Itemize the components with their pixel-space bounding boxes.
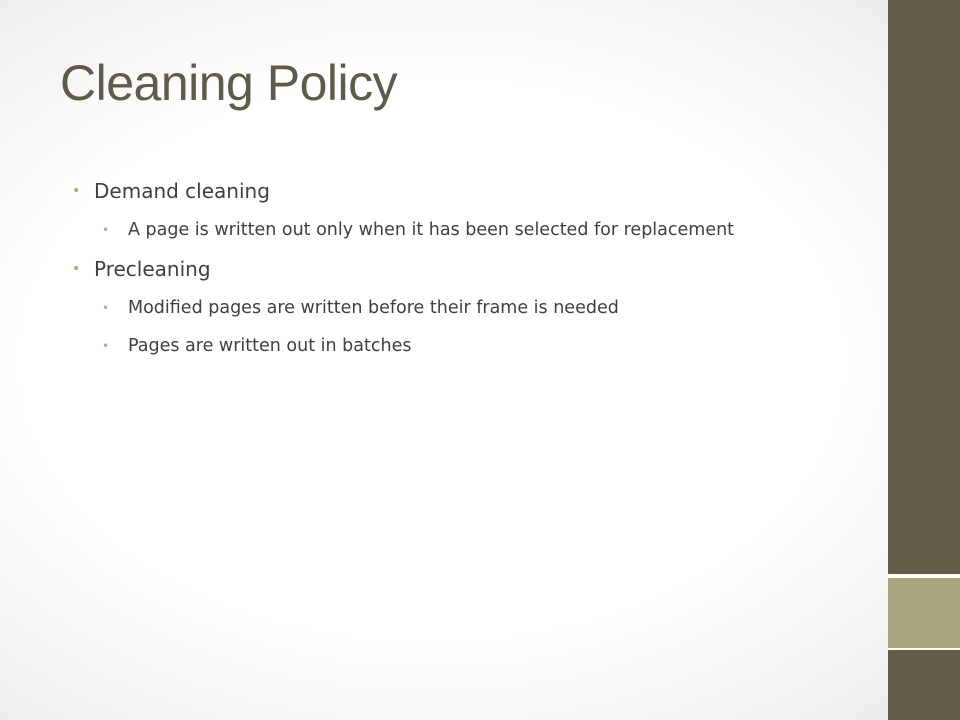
bullet-item-precleaning — [72, 254, 792, 284]
slide-title: Cleaning Policy — [60, 55, 398, 111]
bullet-dot-icon: • — [72, 183, 81, 199]
sub-bullet-text: Modified pages are written before their frame is needed — [128, 298, 619, 318]
side-bar-dark-band-bottom — [888, 650, 960, 720]
slide-content — [72, 176, 792, 370]
sub-bullet-item — [72, 216, 792, 244]
side-bar-dark-band — [888, 0, 960, 574]
side-bar-accent-band — [888, 578, 960, 648]
bullet-text: Precleaning — [94, 257, 211, 281]
sub-bullet-dot-icon: • — [102, 301, 110, 315]
sub-bullet-item — [72, 332, 792, 360]
bullet-item-demand-cleaning — [72, 176, 792, 206]
decorative-side-bar — [888, 0, 960, 720]
sub-bullet-item — [72, 294, 792, 322]
bullet-dot-icon: • — [72, 261, 81, 277]
sub-bullet-text: Pages are written out in batches — [128, 336, 412, 356]
bullet-text: Demand cleaning — [94, 179, 270, 203]
sub-bullet-dot-icon: • — [102, 223, 110, 237]
sub-bullet-dot-icon: • — [102, 339, 110, 353]
sub-bullet-text: A page is written out only when it has been selected for replacement — [128, 220, 735, 240]
